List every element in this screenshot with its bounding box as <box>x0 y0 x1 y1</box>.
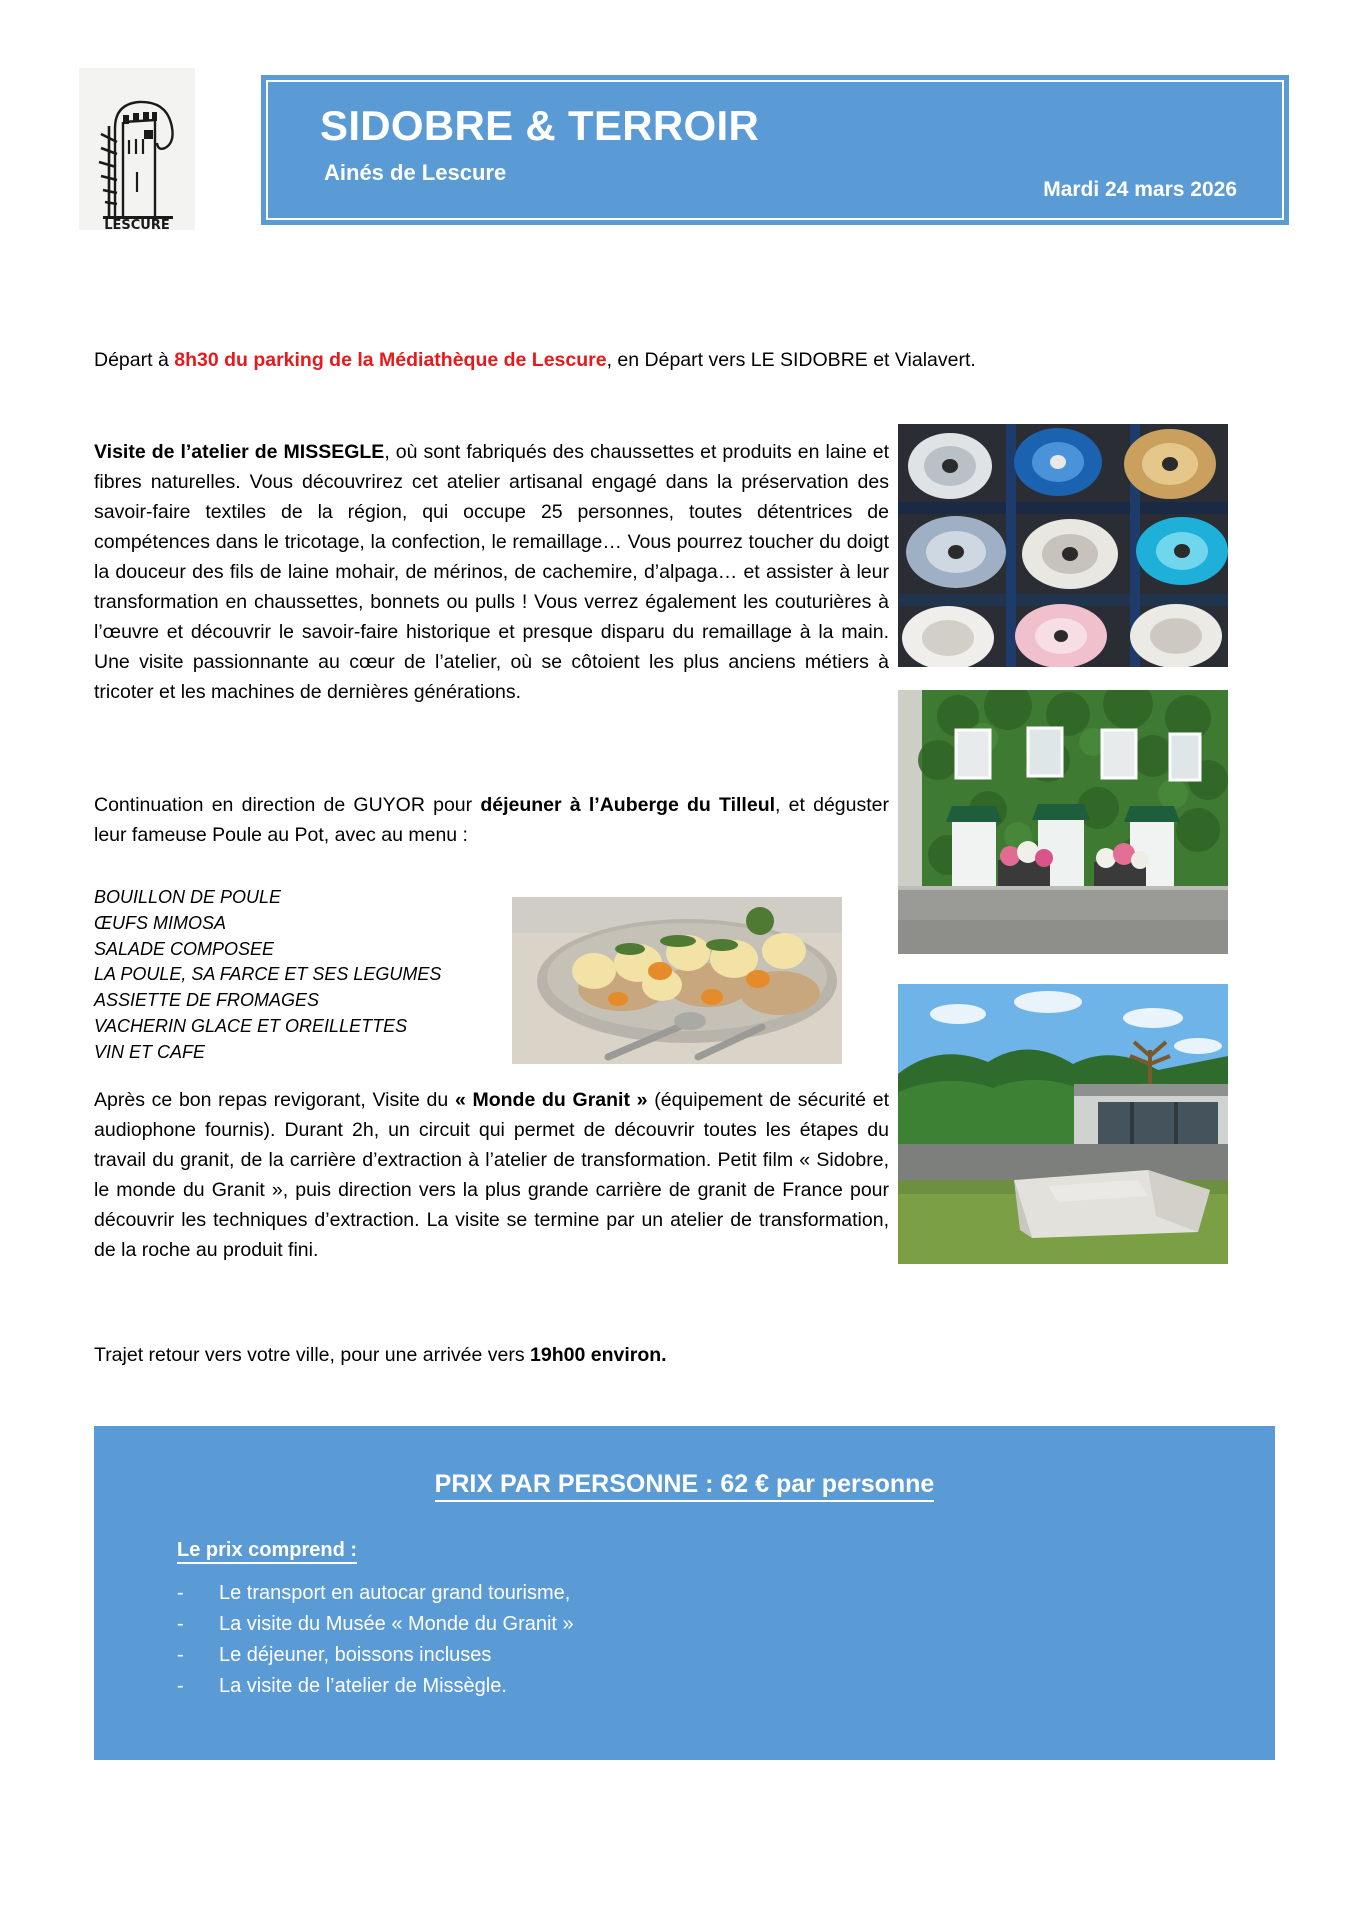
bullet-dash-icon: - <box>177 1644 184 1666</box>
price-item-label: La visite de l’atelier de Missègle. <box>219 1675 507 1697</box>
wool-spools-photo <box>898 424 1228 667</box>
guyor-bold: déjeuner à l’Auberge du Tilleul <box>480 794 776 816</box>
granit-pre: Après ce bon repas revigorant, Visite du <box>94 1089 455 1111</box>
menu-item: VACHERIN GLACE ET OREILLETTES <box>94 1015 408 1036</box>
retour-pre: Trajet retour vers votre ville, pour une arrivée vers <box>94 1344 531 1366</box>
price-title <box>94 1470 1275 1499</box>
departure-prefix: Départ à <box>94 349 175 371</box>
bullet-dash-icon: - <box>177 1582 184 1604</box>
menu-item: BOUILLON DE POULE <box>94 887 282 907</box>
price-item-label: Le déjeuner, boissons incluses <box>219 1644 492 1666</box>
missegle-lead: Visite de l’atelier de MISSEGLE <box>94 441 385 463</box>
menu-item: ŒUFS MIMOSA <box>94 912 227 933</box>
menu-item: SALADE COMPOSEE <box>94 938 275 959</box>
menu-item: LA POULE, SA FARCE ET SES LEGUMES <box>94 964 442 985</box>
menu-item: VIN ET CAFE <box>94 1041 206 1062</box>
price-item-label: Le transport en autocar grand tourisme, <box>219 1582 571 1604</box>
title-banner-inner-border <box>266 80 1284 220</box>
departure-line <box>94 345 1264 375</box>
paragraph-missegle <box>94 437 889 707</box>
menu-list <box>94 885 441 1066</box>
title-banner <box>261 75 1289 225</box>
paragraph-retour <box>94 1340 889 1370</box>
event-date: Mardi 24 mars 2026 <box>1043 178 1237 201</box>
auberge-facade-photo <box>898 690 1228 954</box>
departure-suffix: , en Départ vers LE SIDOBRE et Vialavert. <box>606 349 976 371</box>
document-header <box>0 0 1357 290</box>
granit-museum-photo <box>898 984 1228 1264</box>
price-list-item <box>177 1609 574 1640</box>
granit-post: (équipement de sécurité et audiophone fournis). Durant 2h, un circuit qui permet de découvrir toutes les étapes du travail du granit, de la carrière d’extraction à l’atelier de transformation. Petit film « Sidobre, le monde du Granit », puis direction vers la plus grande carrière de granit de France pour découvrir les techniques d’extraction. La visite se termine par un atelier de transformation, de la roche au produit fini. <box>94 1089 889 1261</box>
price-list-item <box>177 1578 574 1609</box>
bullet-dash-icon: - <box>177 1613 184 1635</box>
bullet-dash-icon: - <box>177 1675 184 1697</box>
price-includes-list <box>177 1578 574 1702</box>
granit-bold: « Monde du Granit » <box>454 1089 648 1111</box>
price-list-item <box>177 1640 574 1671</box>
retour-bold: 19h00 environ. <box>530 1344 667 1366</box>
price-box <box>94 1426 1275 1760</box>
page-title: SIDOBRE & TERROIR <box>320 102 760 149</box>
missegle-body: , où sont fabriqués des chaussettes et produits en laine et fibres naturelles. Vous découvrirez cet atelier artisanal engagé dans la préservation des savoir-faire textiles de la région, qui occupe 25 personnes, toutes détentrices de compétences dans le tricotage, la confection, le remaillage… Vous pourrez toucher du doigt la douceur des fils de laine mohair, de mérinos, de cachemire, d’alpaga… et assister à leur transformation en chaussettes, bonnets ou pulls ! Vous verrez également les couturières à l’œuvre et découvrir le savoir-faire historique et presque disparu du remaillage à la main. Une visite passionnante au cœur de l’atelier, où se côtoient les plus anciens métiers à tricoter et les machines de dernières générations. <box>94 441 889 703</box>
guyor-pre: Continuation en direction de GUYOR pour <box>94 794 481 816</box>
poule-au-pot-photo <box>512 897 842 1064</box>
price-includes-text: Le prix comprend : <box>177 1539 357 1564</box>
price-includes-label <box>177 1539 357 1562</box>
price-list-item <box>177 1671 574 1702</box>
price-title-text: PRIX PAR PERSONNE : 62 € par personne <box>435 1470 935 1502</box>
departure-highlight: 8h30 du parking de la Médiathèque de Lescure <box>174 349 607 371</box>
paragraph-guyor <box>94 790 889 850</box>
price-item-label: La visite du Musée « Monde du Granit » <box>219 1613 574 1635</box>
svg-text:LESCURE: LESCURE <box>104 218 170 230</box>
paragraph-granit <box>94 1085 889 1265</box>
association-logo <box>79 68 195 230</box>
guyor-post: , et déguster leur fameuse Poule au Pot, avec au menu : <box>94 794 890 846</box>
page-subtitle: Ainés de Lescure <box>324 160 507 185</box>
menu-item: ASSIETTE DE FROMAGES <box>94 990 320 1011</box>
